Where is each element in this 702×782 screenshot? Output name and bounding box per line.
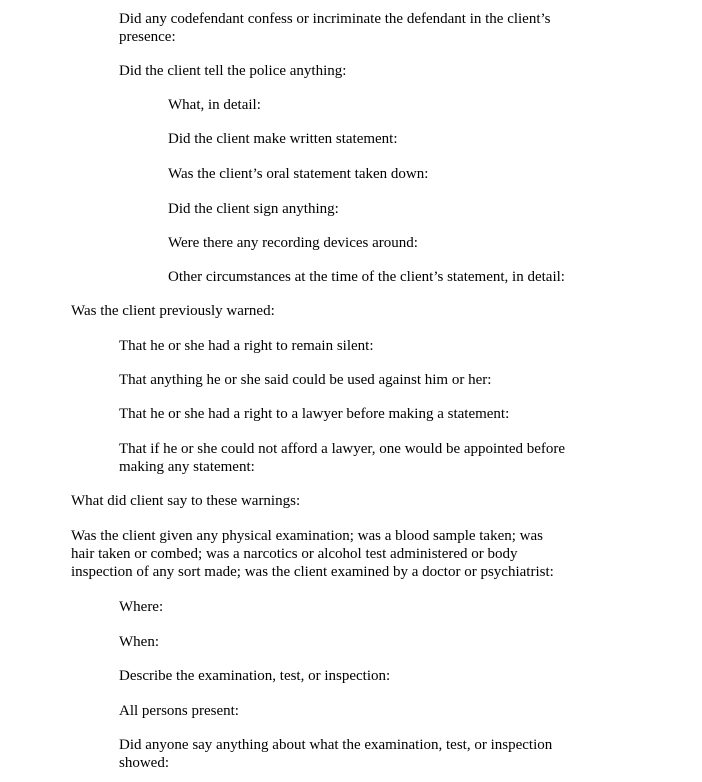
question-exam-results-line-2: showed: bbox=[119, 755, 169, 771]
question-right-to-lawyer: That he or she had a right to a lawyer before making a statement: bbox=[119, 406, 510, 422]
question-written-statement: Did the client make written statement: bbox=[168, 131, 398, 147]
question-other-circumstances: Other circumstances at the time of the client’s statement, in detail: bbox=[168, 269, 565, 285]
question-codefendant-line-1: Did any codefendant confess or incriminate the defendant in the client’s bbox=[119, 11, 551, 27]
question-physical-exam-line-3: inspection of any sort made; was the client examined by a doctor or psychiatrist: bbox=[71, 564, 554, 580]
question-used-against: That anything he or she said could be used against him or her: bbox=[119, 372, 492, 388]
question-physical-exam-line-1: Was the client given any physical examination; was a blood sample taken; was bbox=[71, 528, 543, 544]
question-persons-present: All persons present: bbox=[119, 703, 239, 719]
question-recording-devices: Were there any recording devices around: bbox=[168, 235, 418, 251]
question-exam-results-line-1: Did anyone say anything about what the examination, test, or inspection bbox=[119, 737, 553, 753]
question-tell-police: Did the client tell the police anything: bbox=[119, 63, 347, 79]
question-appointed-lawyer-line-1: That if he or she could not afford a lawyer, one would be appointed before bbox=[119, 441, 566, 457]
question-when: When: bbox=[119, 634, 159, 650]
question-right-to-remain-silent: That he or she had a right to remain silent: bbox=[119, 338, 374, 354]
question-appointed-lawyer-line-2: making any statement: bbox=[119, 459, 255, 475]
question-sign-anything: Did the client sign anything: bbox=[168, 201, 339, 217]
question-where: Where: bbox=[119, 599, 164, 615]
question-client-response-warnings: What did client say to these warnings: bbox=[71, 493, 301, 509]
question-what-in-detail: What, in detail: bbox=[168, 97, 261, 113]
question-codefendant-line-2: presence: bbox=[119, 29, 176, 45]
question-physical-exam-line-2: hair taken or combed; was a narcotics or alcohol test administered or body bbox=[71, 546, 518, 562]
question-describe-exam: Describe the examination, test, or inspection: bbox=[119, 668, 391, 684]
question-oral-statement: Was the client’s oral statement taken down: bbox=[168, 166, 429, 182]
question-previously-warned: Was the client previously warned: bbox=[71, 303, 275, 319]
